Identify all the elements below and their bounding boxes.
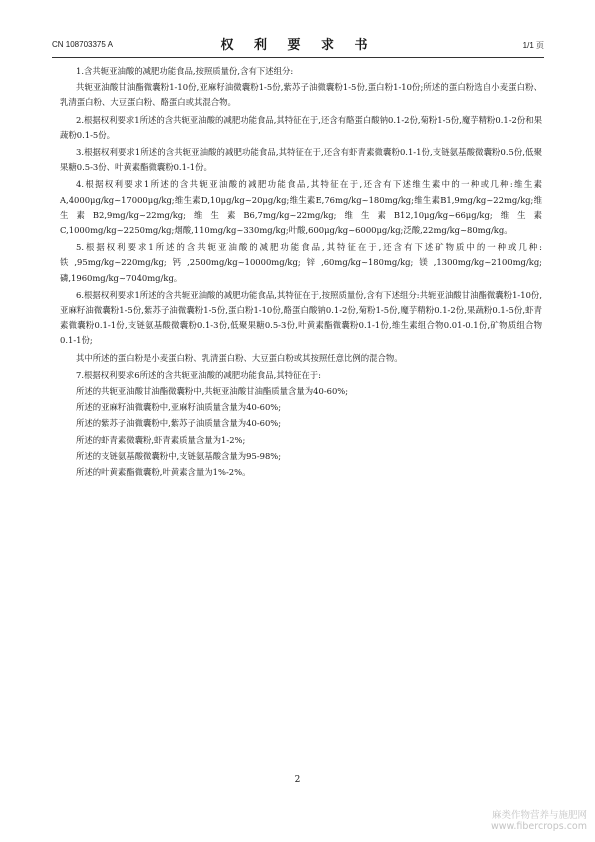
page-indicator: 1/1 页	[522, 41, 544, 50]
header-rule	[52, 57, 544, 58]
claim-6: 6.根据权利要求1所述的含共轭亚油酸的减肥功能食品,其特征在于,按照质量份,含有下述组分:共轭亚油酸甘油酯微囊粉1-10份,亚麻籽油微囊粉1-5份,紫苏子油微囊粉1-5份,蛋白粉1-10份,酪蛋白酸钠0.1-2份,菊粉1-5份,魔芋精粉0.1-2份,果蔬粉0.1-5份,虾青素微囊粉0.1-1份,支链氨基酸微囊粉0.1-3份,低聚果糖0.5-3份,叶黄素酯微囊粉0.1-1份,维生素组合物0.01-0.1份,矿物质组合物0.1-1份;	[60, 289, 542, 346]
claims-body	[60, 64, 542, 481]
claim-7-item: 所述的共轭亚油酸甘油酯微囊粉中,共轭亚油酸甘油酯质量含量为40-60%;	[76, 386, 349, 397]
document-title: 权 利 要 求 书	[220, 38, 376, 53]
watermark-url: www.fibercrops.com	[490, 821, 587, 832]
claim-7-item: 所述的紫苏子油微囊粉中,紫苏子油质量含量为40-60%;	[76, 418, 282, 429]
claim-7-item: 所述的虾青素微囊粉,虾青素质量含量为1-2%;	[76, 434, 246, 445]
watermark	[491, 807, 587, 832]
claim-1-components: 共轭亚油酸甘油酯微囊粉1-10份,亚麻籽油微囊粉1-5份,紫苏子油微囊粉1-5份,蛋白粉1-10份;所述的蛋白粉选自小麦蛋白粉、乳清蛋白粉、大豆蛋白粉、酪蛋白或其混合物。	[60, 82, 542, 108]
watermark-site-name: 麻类作物营养与施肥网	[491, 810, 587, 821]
publication-number: CN 108703375 A	[52, 40, 113, 49]
claim-7-intro: 7.根据权利要求6所述的含共轭亚油酸的减肥功能食品,其特征在于:	[76, 369, 321, 380]
page-header	[52, 34, 544, 54]
claim-2: 2.根据权利要求1所述的含共轭亚油酸的减肥功能食品,其特征在于,还含有酪蛋白酸钠0.1-2份,菊粉1-5份,魔芋精粉0.1-2份和果蔬粉0.1-5份。	[60, 114, 542, 140]
claim-7-item: 所述的叶黄素酯微囊粉,叶黄素含量为1%-2%。	[76, 467, 251, 478]
claim-1-intro: 1.含共轭亚油酸的减肥功能食品,按照质量份,含有下述组分:	[76, 66, 294, 76]
claim-6-protein-note: 其中所述的蛋白粉是小麦蛋白粉、乳清蛋白粉、大豆蛋白粉或其按照任意比例的混合物。	[76, 352, 403, 363]
claim-5: 5.根据权利要求1所述的含共轭亚油酸的减肥功能食品,其特征在于,还含有下述矿物质中的一种或几种:铁,95mg/kg~220mg/kg;钙,2500mg/kg~10000mg/kg;锌,60mg/kg~180mg/kg;镁,1300mg/kg~2100mg/kg;磷,1960mg/kg~7040mg/kg。	[60, 242, 542, 283]
page-number: 2	[294, 775, 301, 785]
claim-4: 4.根据权利要求1所述的含共轭亚油酸的减肥功能食品,其特征在于,还含有下述维生素中的一种或几种:维生素A,4000μg/kg~17000μg/kg;维生素D,10μg/kg~20μg/kg;维生素E,76mg/kg~180mg/kg;维生素B1,9mg/kg~22mg/kg;维生素B2,9mg/kg~22mg/kg;维生素B6,7mg/kg~22mg/kg;维生素B12,10μg/kg~66μg/kg;维生素C,1000mg/kg~2250mg/kg;烟酸,110mg/kg~330mg/kg;叶酸,600μg/kg~6000μg/kg;泛酸,22mg/kg~80mg/kg。	[60, 179, 542, 236]
claim-3: 3.根据权利要求1所述的含共轭亚油酸的减肥功能食品,其特征在于,还含有虾青素微囊粉0.1-1份,支链氨基酸微囊粉0.5份,低聚果糖0.5-3份、叶黄素酯微囊粉0.1-1份。	[60, 147, 542, 173]
claim-7-item: 所述的支链氨基酸微囊粉中,支链氨基酸含量为95-98%;	[76, 450, 282, 461]
claim-7-item: 所述的亚麻籽油微囊粉中,亚麻籽油质量含量为40-60%;	[76, 402, 282, 413]
